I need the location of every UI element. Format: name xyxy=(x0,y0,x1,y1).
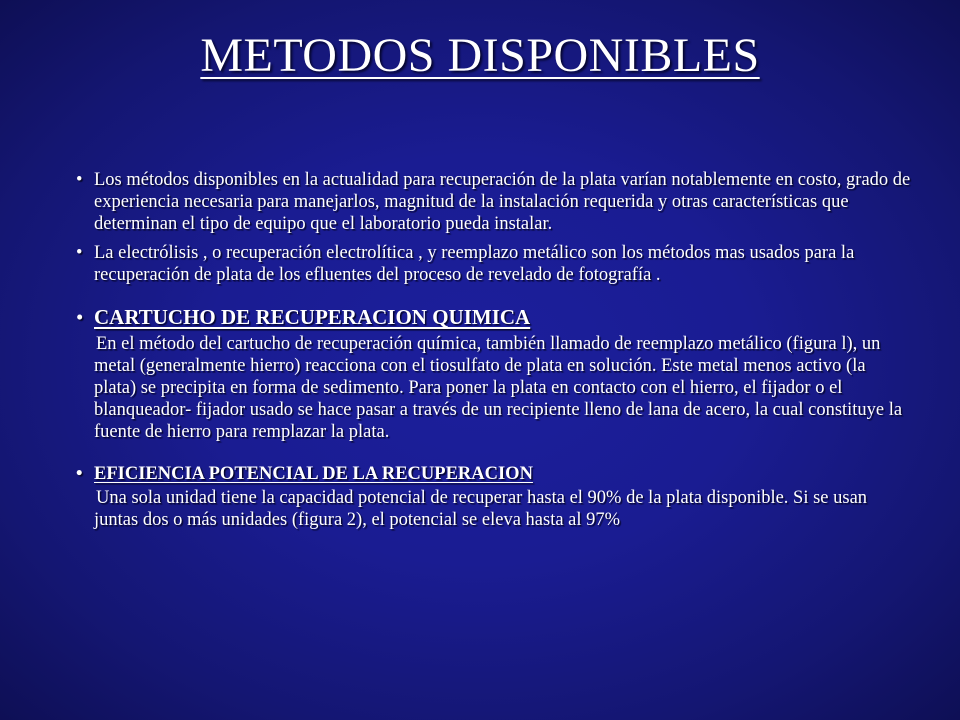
bullet-item-methods xyxy=(76,169,911,235)
slide-title: METODOS DISPONIBLES xyxy=(200,29,760,82)
paragraph-methods: Los métodos disponibles en la actualidad para recuperación de la plata varían notablemente en costo, grado de experiencia necesaria para manejarlos, magnitud de la instalación requerida y otras características que determinan el tipo de equipo que el laboratorio pueda instalar. xyxy=(94,170,911,234)
paragraph-cartridge: En el método del cartucho de recuperación química, también llamado de reemplazo metálico (figura l), un metal (generalmente hierro) reacciona con el tiosulfato de plata en solución. Este metal menos activo (la plata) se precipita en forma de sedimento. Para poner la plata en contacto con el hierro, el fijador o el blanqueador- fijador usado se hace pasar a través de un recipiente lleno de lana de acero, la cual constituye la fuente de hierro para remplazar la plata. xyxy=(94,334,903,442)
bullet-icon: • xyxy=(76,243,83,263)
bullet-icon: • xyxy=(76,464,83,484)
bullet-item-electrolysis xyxy=(76,242,911,286)
paragraph-electrolysis: La electrólisis , o recuperación electrolítica , y reemplazo metálico son los métodos mas usados para la recuperación de plata de los efluentes del proceso de revelado de fotografía . xyxy=(94,243,855,285)
section-heading-efficiency-text: EFICIENCIA POTENCIAL DE LA RECUPERACION xyxy=(94,464,533,484)
slide-body xyxy=(76,169,911,531)
section-heading-cartridge xyxy=(76,304,911,330)
section-heading-efficiency xyxy=(76,463,911,485)
section-heading-cartridge-text: CARTUCHO DE RECUPERACION QUIMICA xyxy=(94,305,531,329)
paragraph-efficiency: Una sola unidad tiene la capacidad potencial de recuperar hasta el 90% de la plata disponible. Si se usan juntas dos o más unidades (figura 2), el potencial se eleva hasta al 97% xyxy=(94,488,868,530)
bullet-icon: • xyxy=(76,170,83,190)
bullet-icon: • xyxy=(76,305,84,329)
